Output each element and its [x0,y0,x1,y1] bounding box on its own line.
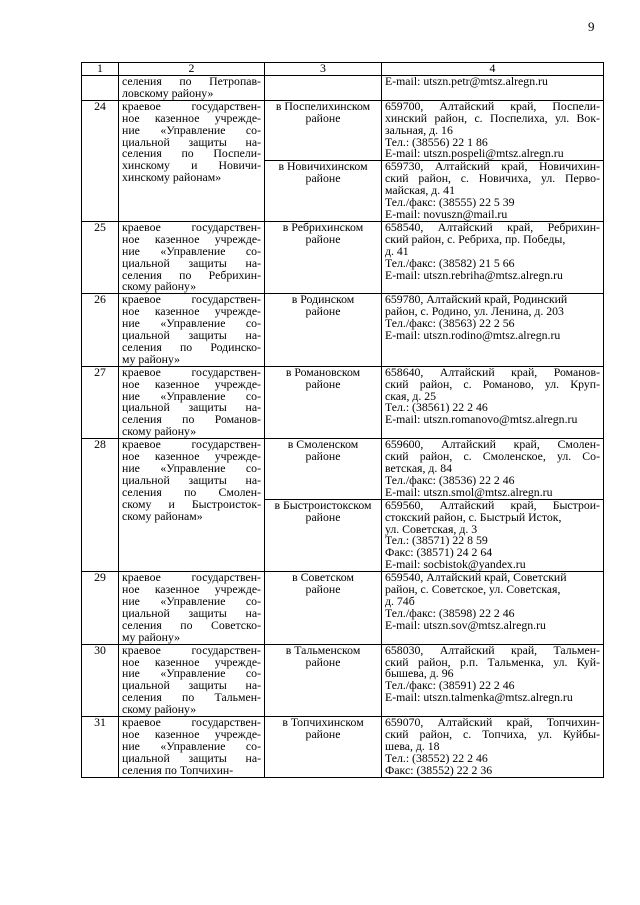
table-row [82,644,604,716]
district-cell [265,294,382,366]
text-line: в Быстроистокском [274,497,372,512]
text-line: ский район, с. Ребриха, пр. Победы, [385,231,566,246]
text-line: краевое государствен- [122,437,261,452]
table-row [82,717,604,778]
contacts-cell [382,76,604,101]
text-line: E-mail: utszn.smol@mtsz.alregn.ru [385,484,553,499]
contacts-cell [382,439,604,500]
text-line: скому району» [122,279,197,294]
text-line: районе [305,726,341,741]
text-line: ский район, с. Смоленское, ул. Со- [385,449,600,464]
text-line: селения по Ребрихин- [122,267,261,282]
institution-cell [119,572,265,644]
text-line: краевое государствен- [122,219,261,234]
text-line: циальной защиты на- [122,255,261,270]
text-line: 659560, Алтайский край, Быстрои- [385,497,600,512]
text-line: район, с. Советское, ул. Советская, [385,582,561,597]
text-line: хинский район, с. Поспелиха, ул. Вок- [385,110,600,125]
text-line: хинскому районам» [122,170,222,185]
text-line: скому районам» [122,508,203,523]
district-cell [265,439,382,500]
text-line: Факс: (38571) 24 2 64 [385,545,493,560]
institution-cell [119,76,265,101]
text-line: 658030, Алтайский край, Тальмен- [385,642,600,657]
row-number-cell: 27 [82,366,119,438]
text-line: Тел./факс: (38582) 21 5 66 [385,255,515,270]
text-line: циальной защиты на- [122,328,261,343]
text-line: ние «Управление со- [122,316,261,331]
text-line: в Новичихинском [278,159,368,174]
text-line: скому району» [122,702,197,717]
text-line: E-mail: utszn.petr@mtsz.alregn.ru [385,74,548,88]
text-line: ное казенное учрежде- [122,231,261,246]
text-line: в Поспелихинском [275,98,371,113]
table-row [82,221,604,293]
text-line: E-mail: utszn.talmenka@mtsz.alregn.ru [385,690,573,705]
district-cell [265,499,382,571]
text-line: майская, д. 41 [385,183,455,198]
text-line: циальной защиты на- [122,678,261,693]
table-row [82,572,604,644]
text-line: ский район, с. Топчиха, ул. Куйбы- [385,726,600,741]
text-line: 659540, Алтайский край, Советский [385,570,567,585]
text-line: селения по Петропав- [122,74,261,88]
row-number-cell: 29 [82,572,119,644]
text-line: ние «Управление со- [122,738,261,753]
text-line: Тел.: (38561) 22 2 46 [385,400,488,415]
text-line: районе [305,304,341,319]
district-cell [265,221,382,293]
text-line: ветская, д. 84 [385,461,453,475]
text-line: ние «Управление со- [122,122,261,137]
text-line: 659600, Алтайский край, Смолен- [385,437,600,452]
text-line: Факс: (38552) 22 2 36 [385,762,493,777]
text-line: Тел./факс: (38591) 22 2 46 [385,678,515,693]
text-line: Тел.: (38556) 22 1 86 [385,134,488,149]
district-cell [265,644,382,716]
contacts-cell [382,100,604,161]
text-line: ное казенное учрежде- [122,582,261,597]
institution-cell [119,221,265,293]
district-cell [265,717,382,778]
contacts-cell [382,221,604,293]
table-row [82,366,604,438]
text-line: селения по Топчихин- [122,762,234,777]
row-number-cell: 24 [82,100,119,221]
text-line: Тел.: (38552) 22 2 46 [385,750,488,765]
text-line: районе [305,171,341,186]
district-cell [265,76,382,101]
column-header: 2 [119,63,265,76]
table-row [82,294,604,366]
text-line: д. 74б [385,593,415,608]
text-line: районе [305,449,341,464]
row-number-cell: 25 [82,221,119,293]
text-line: ное казенное учрежде- [122,726,261,741]
text-line: ное казенное учрежде- [122,654,261,669]
text-line: селения по Тальмен- [122,690,261,705]
district-cell [265,161,382,222]
text-line: краевое государствен- [122,642,261,657]
table-row [82,76,604,101]
text-line: E-mail: utszn.romanovo@mtsz.alregn.ru [385,412,578,427]
text-line: ное казенное учрежде- [122,449,261,464]
district-cell [265,366,382,438]
text-line: циальной защиты на- [122,400,261,415]
text-line: E-mail: utszn.pospeli@mtsz.alregn.ru [385,146,564,161]
social-protection-table [81,62,604,778]
institution-cell [119,644,265,716]
text-line: му району» [122,629,181,644]
text-line: E-mail: novuszn@mail.ru [385,206,508,221]
text-line: 659070, Алтайский край, Топчихин- [385,715,600,730]
text-line: ние «Управление со- [122,243,261,258]
text-line: селения по Поспели- [122,146,261,161]
contacts-cell [382,366,604,438]
text-line: E-mail: utszn.rebriha@mtsz.alregn.ru [385,267,563,282]
text-line: ловскому району» [122,85,214,100]
text-line: шева, д. 18 [385,738,440,753]
page-number: 9 [588,19,595,34]
text-line: д. 41 [385,243,409,258]
text-line: ский район, с. Новичиха, ул. Перво- [385,171,600,186]
row-number-cell: 31 [82,717,119,778]
text-line: районе [305,231,341,246]
text-line: краевое государствен- [122,570,261,585]
contacts-cell [382,644,604,716]
column-header: 3 [265,63,382,76]
text-line: E-mail: socbistok@yandex.ru [385,557,526,572]
text-line: циальной защиты на- [122,134,261,149]
row-number-cell: 28 [82,439,119,572]
text-line: в Тальменском [285,642,361,657]
text-line: селения по Советско- [122,617,261,632]
text-line: ский район, с. Романово, ул. Круп- [385,376,600,391]
text-line: 658640, Алтайский край, Романов- [385,364,600,379]
column-header: 1 [82,63,119,76]
institution-cell [119,294,265,366]
text-line: Тел.: (38571) 22 8 59 [385,533,488,548]
text-line: зальная, д. 16 [385,122,453,137]
text-line: ное казенное учрежде- [122,376,261,391]
text-line: ние «Управление со- [122,666,261,681]
contacts-cell [382,717,604,778]
text-line: районе [305,509,341,524]
text-line: Тел./факс: (38555) 22 5 39 [385,195,515,210]
text-line: ное казенное учрежде- [122,304,261,319]
text-line: районе [305,110,341,125]
contacts-cell [382,572,604,644]
row-number-cell: 26 [82,294,119,366]
text-line: ние «Управление со- [122,593,261,608]
text-line: в Советском [292,570,354,585]
table-row [82,439,604,500]
text-line: ский район, р.п. Тальменка, ул. Куй- [385,654,600,669]
text-line: районе [305,582,341,597]
text-line: ние «Управление со- [122,461,261,475]
text-line: районе [305,654,341,669]
text-line: селения по Смолен- [122,484,261,499]
row-number-cell: 30 [82,644,119,716]
district-cell [265,100,382,161]
text-line: E-mail: utszn.rodino@mtsz.alregn.ru [385,328,561,343]
text-line: Тел./факс: (38536) 22 2 46 [385,472,515,487]
text-line: скому и Быстроисток- [122,496,261,511]
table-row [82,100,604,161]
text-line: циальной защиты на- [122,472,261,487]
text-line: ул. Советская, д. 3 [385,521,478,536]
text-line: ская, д. 25 [385,388,437,403]
text-line: районе [305,376,341,391]
district-cell [265,572,382,644]
text-line: краевое государствен- [122,292,261,307]
text-line: ное казенное учрежде- [122,110,261,125]
text-line: в Топчихинском [282,715,364,730]
contacts-cell [382,161,604,222]
text-line: му району» [122,351,181,366]
institution-cell [119,100,265,221]
contacts-cell [382,294,604,366]
text-line: селения по Родинско- [122,339,261,354]
text-line: ние «Управление со- [122,388,261,403]
text-line: 659730, Алтайский край, Новичихин- [385,159,600,174]
text-line: 658540, Алтайский край, Ребрихин- [385,219,600,234]
text-line: скому району» [122,424,197,439]
text-line: в Ребрихинском [282,219,364,234]
text-line: район, с. Родино, ул. Ленина, д. 203 [385,304,564,319]
text-line: селения по Романов- [122,412,261,427]
text-line: в Смоленском [287,437,359,452]
text-line: E-mail: utszn.sov@mtsz.alregn.ru [385,617,546,632]
row-number-cell [82,76,119,101]
text-line: краевое государствен- [122,364,261,379]
institution-cell [119,717,265,778]
column-header: 4 [382,63,604,76]
text-line: краевое государствен- [122,715,261,730]
text-line: в Романовском [285,364,361,379]
text-line: в Родинском [291,292,355,307]
text-line: стокский район, с. Быстрый Исток, [385,509,562,524]
text-line: бышева, д. 96 [385,666,454,681]
text-line: хинскому и Новичи- [122,158,261,173]
text-line: краевое государствен- [122,98,261,113]
text-line: 659780, Алтайский край, Родинский [385,292,568,307]
text-line: циальной защиты на- [122,750,261,765]
contacts-cell [382,499,604,571]
text-line: 659700, Алтайский край, Поспели- [385,98,600,113]
text-line: Тел./факс: (38563) 22 2 56 [385,316,515,331]
text-line: циальной защиты на- [122,605,261,620]
institution-cell [119,439,265,572]
institution-cell [119,366,265,438]
text-line: Тел./факс: (38598) 22 2 46 [385,605,515,620]
